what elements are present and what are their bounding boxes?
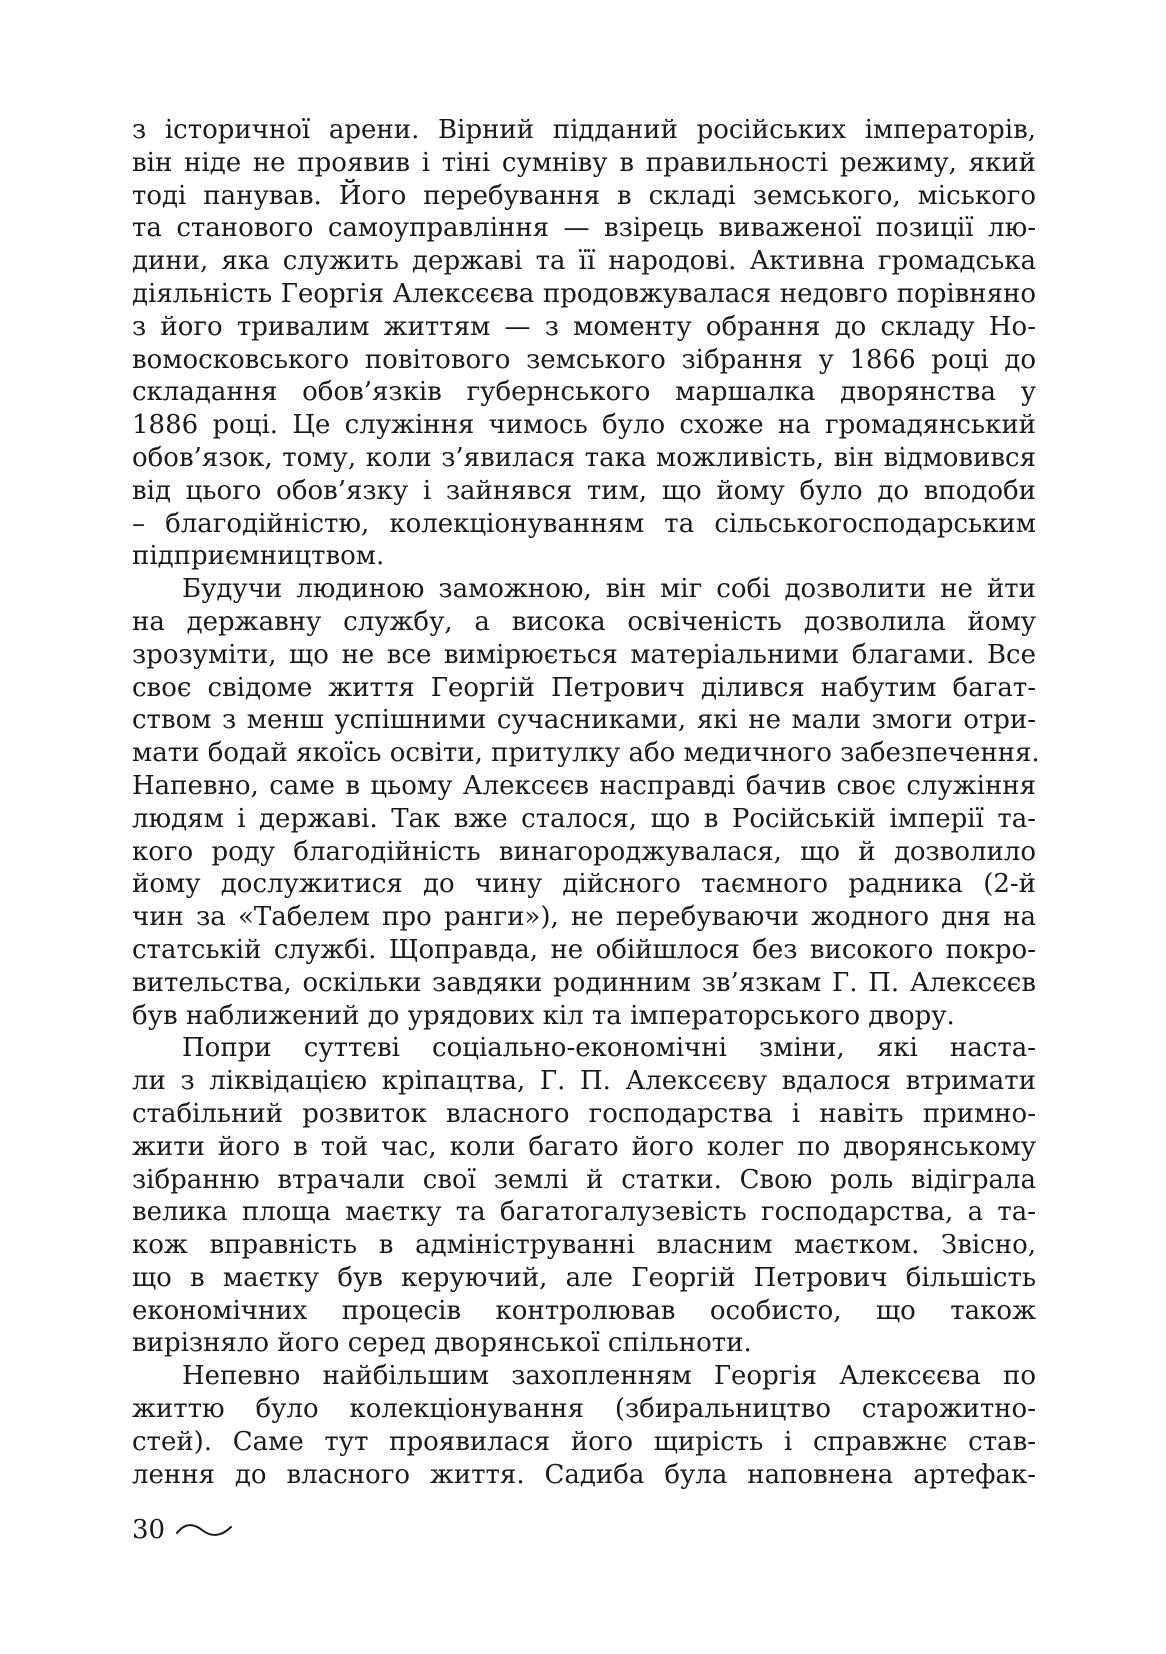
text-line: вирізняло його серед дворянської спільноти. bbox=[132, 1328, 752, 1359]
text-line: життю було колекціонування (збиральництво старожитно- bbox=[132, 1394, 1036, 1425]
text-line: ством з менш успішними сучасниками, які не мали змоги отри- bbox=[132, 705, 1036, 736]
text-line: Попри суттєві соціально-економічні зміни, які наста- bbox=[182, 1033, 1036, 1064]
paragraph-4 bbox=[132, 1360, 1036, 1491]
text-line: стабільний розвиток власного господарства і навіть примно- bbox=[132, 1098, 1036, 1129]
tilde-swash-icon bbox=[175, 1520, 233, 1540]
text-line: лення до власного життя. Садиба була наповнена артефак- bbox=[132, 1459, 1036, 1490]
text-line: жити його в той час, коли багато його колег по дворянському bbox=[132, 1131, 1036, 1162]
text-line: своє свідоме життя Георгій Петрович ділився набутим багат- bbox=[132, 672, 1036, 703]
text-line: тоді панував. Його перебування в складі земського, міського bbox=[132, 180, 1036, 211]
text-line: на державну службу, а висока освіченість дозволила йому bbox=[132, 606, 1036, 637]
text-line: вительства, оскільки завдяки родинним зв’язкам Г. П. Алексєєв bbox=[132, 967, 1036, 998]
paragraph-3 bbox=[132, 1032, 1036, 1360]
text-line: підприємництвом. bbox=[132, 541, 385, 572]
text-line: зрозуміти, що не все вимірюється матеріальними благами. Все bbox=[132, 639, 1036, 670]
text-line: людям і державі. Так вже сталося, що в Російській імперії та- bbox=[132, 803, 1036, 834]
text-line: Непевно найбільшим захопленням Георгія Алексєєва по bbox=[182, 1361, 1036, 1392]
text-line: діяльність Георгія Алексєєва продовжувалася недовго порівняно bbox=[132, 278, 1036, 309]
text-line: він ніде не проявив і тіні сумніву в правильності режиму, який bbox=[132, 147, 1036, 178]
text-line: мати бодай якоїсь освіти, притулку або медичного забезпечення. bbox=[132, 738, 1040, 769]
page-footer bbox=[132, 1510, 233, 1550]
text-line: чин за «Табелем про ранги»), не перебуваючи жодного дня на bbox=[132, 902, 1036, 933]
text-line: з історичної арени. Вірний підданий російських імператорів, bbox=[132, 115, 1036, 145]
text-line: кож вправність в адмініструванні власним маєтком. Звісно, bbox=[132, 1230, 1036, 1261]
text-line: та станового самоуправління — взірець виваженої позиції лю- bbox=[132, 213, 1036, 244]
text-line: з його тривалим життям — з моменту обрання до складу Но- bbox=[132, 311, 1036, 342]
text-line: що в маєтку був керуючий, але Георгій Петрович більшість bbox=[132, 1262, 1036, 1293]
text-line: складання обов’язків губернського маршалка дворянства у bbox=[132, 377, 1036, 408]
text-line: статській службі. Щоправда, не обійшлося без високого покро- bbox=[132, 934, 1036, 965]
text-line: зібранню втрачали свої землі й статки. Свою роль відіграла bbox=[132, 1164, 1036, 1195]
text-line: йому дослужитися до чину дійсного таємного радника (2-й bbox=[132, 869, 1036, 900]
text-line: вомосковського повітового земського зібрання у 1866 році до bbox=[132, 344, 1036, 375]
text-line: велика площа маєтку та багатогалузевість господарства, а та- bbox=[132, 1197, 1036, 1228]
text-line: дини, яка служить державі та її народові. Активна громадська bbox=[132, 246, 1036, 277]
text-line: від цього обов’язку і зайнявся тим, що йому було до вподоби bbox=[132, 475, 1036, 506]
paragraph-1 bbox=[132, 114, 1036, 573]
text-line: Будучи людиною заможною, він міг собі дозволити не йти bbox=[182, 574, 1036, 605]
text-line: економічних процесів контролював особисто, що також bbox=[132, 1295, 1036, 1326]
text-line: – благодійністю, колекціонуванням та сільськогосподарським bbox=[132, 508, 1036, 539]
page-body bbox=[132, 114, 1040, 1491]
text-line: ли з ліквідацією кріпацтва, Г. П. Алексєєву вдалося втримати bbox=[132, 1066, 1036, 1097]
text-line: стей). Саме тут проявилася його щирість і справжнє став- bbox=[132, 1426, 1036, 1457]
text-line: Напевно, саме в цьому Алексєєв насправді бачив своє служіння bbox=[132, 770, 1036, 801]
page-number: 30 bbox=[132, 1515, 166, 1545]
text-line: був наближений до урядових кіл та імператорського двору. bbox=[132, 1000, 955, 1031]
text-line: обов’язок, тому, коли з’явилася така можливість, він відмовився bbox=[132, 442, 1036, 473]
text-line: кого роду благодійність винагороджувалася, що й дозволило bbox=[132, 836, 1036, 867]
paragraph-2 bbox=[132, 573, 1040, 1032]
text-line: 1886 році. Це служіння чимось було схоже на громадянський bbox=[132, 410, 1036, 441]
